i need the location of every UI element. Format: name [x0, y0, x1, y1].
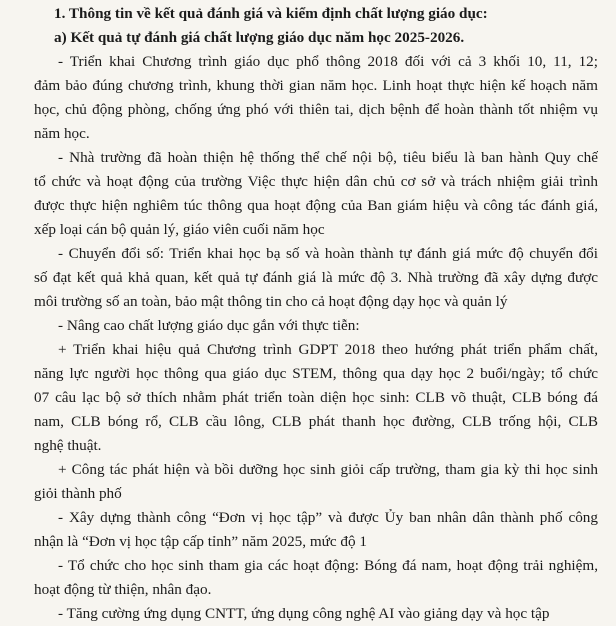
section-heading: 1. Thông tin về kết quả đánh giá và kiểm định chất lượng giáo dục:: [54, 5, 488, 22]
subsection-heading: a) Kết quả tự đánh giá chất lượng giáo dục năm học 2025-2026.: [54, 29, 465, 46]
paragraph-line: nam, CLB bóng rổ, CLB cầu lông, CLB phát thanh học đường, CLB trống hội, CLB: [34, 413, 598, 430]
paragraph-line: 07 câu lạc bộ sở thích nhằm phát triển toàn diện học sinh: CLB võ thuật, CLB bóng đá: [34, 389, 598, 406]
paragraph-line: - Nâng cao chất lượng giáo dục gắn với thực tiễn:: [58, 317, 360, 334]
paragraph-line: năng lực người học thông qua giáo dục STEM, thông qua dạy học 2 buổi/ngày; tổ chức: [34, 365, 598, 382]
paragraph-line: được thực hiện nghiêm túc thông qua hoạt động của Ban giám hiệu và công tác đánh giá,: [34, 197, 598, 214]
paragraph-line: tổ chức và hoạt động của trường Việc thực hiện dân chủ cơ sở và trách nhiệm giải trình: [34, 173, 598, 190]
paragraph-line: giỏi thành phố: [34, 485, 122, 502]
paragraph-line: - Chuyển đổi số: Triển khai học bạ số và hoàn thành tự đánh giá mức độ chuyển đổi: [58, 245, 598, 262]
paragraph-line: số đạt kết quả khả quan, kết quả tự đánh giá là mức độ 3. Nhà trường đã xây dựng được: [34, 269, 598, 286]
paragraph-line: hoạt động từ thiện, nhân đạo.: [34, 581, 212, 598]
paragraph-line: môi trường số an toàn, bảo mật thông tin cho cả hoạt động dạy học và quản lý: [34, 293, 508, 310]
paragraph-line: học, chủ động phòng, chống ứng phó với thiên tai, dịch bệnh để hoàn thành tốt nhiệm vụ: [34, 101, 598, 118]
paragraph-line: đảm bảo đúng chương trình, khung thời gian năm học. Linh hoạt thực hiện kế hoạch năm: [34, 77, 598, 94]
paragraph-line: + Triển khai hiệu quả Chương trình GDPT 2018 theo hướng phát triển phẩm chất,: [58, 341, 598, 358]
paragraph-line: - Tổ chức cho học sinh tham gia các hoạt động: Bóng đá nam, hoạt động trải nghiệm,: [58, 557, 598, 574]
paragraph-line: xếp loại cán bộ quản lý, giáo viên cuối năm học: [34, 221, 325, 238]
paragraph-line: năm học.: [34, 125, 90, 142]
paragraph-line: - Triển khai Chương trình giáo dục phổ thông 2018 đối với cả 3 khối 10, 11, 12;: [58, 53, 598, 70]
paragraph-line: - Tăng cường ứng dụng CNTT, ứng dụng công nghệ AI vào giảng dạy và học tập: [58, 605, 550, 622]
paragraph-line: - Xây dựng thành công “Đơn vị học tập” và được Ủy ban nhân dân thành phố công: [58, 509, 598, 526]
paragraph-line: nghệ thuật.: [34, 437, 102, 454]
paragraph-line: - Nhà trường đã hoàn thiện hệ thống thể chế nội bộ, tiêu biểu là ban hành Quy chế: [58, 149, 598, 166]
paragraph-line: nhận là “Đơn vị học tập cấp tỉnh” năm 2025, mức độ 1: [34, 533, 368, 550]
paragraph-line: + Công tác phát hiện và bồi dưỡng học sinh giỏi cấp trường, tham gia kỳ thi học sinh: [58, 461, 598, 478]
